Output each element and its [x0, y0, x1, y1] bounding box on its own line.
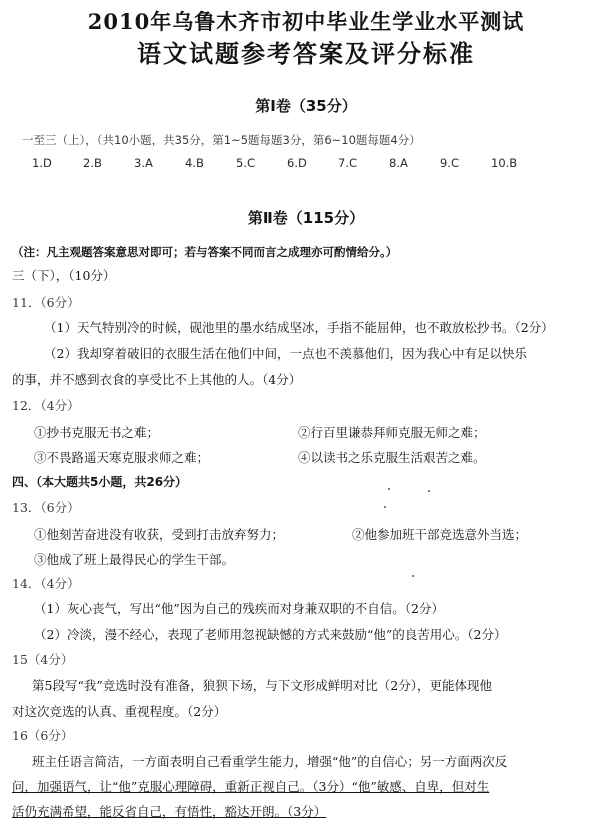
answer-item: 1.D — [32, 156, 52, 170]
q13-item-2: ②他参加班干部竞选意外当选； — [352, 527, 528, 542]
q11-answer-2-line1: （2）我却穿着破旧的衣服生活在他们中间，一点也不羡慕他们，因为我心中有足以快乐 — [44, 346, 527, 361]
answer-item: 2.B — [83, 156, 102, 170]
section3-heading: 三（下），（10分） — [12, 268, 116, 283]
grading-note: （注：凡主观题答案意思对即可；若与答案不同而言之成理亦可酌情给分。） — [12, 245, 398, 259]
q16-line-3: 活仍充满希望，能反省自己，有悟性，豁达开朗。（3分） — [12, 804, 327, 819]
q14-answer-2: （2）冷淡，漫不经心，表现了老师用忽视缺憾的方式来鼓励“他”的良苦用心。（2分） — [34, 627, 507, 642]
q13-item-3: ③他成了班上最得民心的学生干部。 — [34, 552, 235, 567]
section4-heading: 四、（本大题共5小题，共26分） — [12, 475, 188, 489]
q11-answer-2-line2: 的事，并不感到衣食的享受比不上其他的人。（4分） — [12, 372, 302, 387]
part2-heading: 第Ⅱ卷（115分） — [247, 209, 365, 227]
q13-label: 13．（6分） — [12, 500, 80, 515]
q11-label: 11．（6分） — [12, 295, 80, 310]
answer-item: 6.D — [287, 156, 307, 170]
q11-answer-1: （1）天气特别冷的时候，砚池里的墨水结成坚冰，手指不能屈伸，也不敢放松抄书。（2分） — [44, 320, 554, 335]
answer-item: 9.C — [440, 156, 460, 170]
q16-line-1: 班主任语言简洁，一方面表明自己看重学生能力，增强“他”的自信心；另一方面两次反 — [32, 754, 508, 769]
answer-item: 8.A — [389, 156, 408, 170]
scan-speck — [388, 488, 390, 490]
answer-item: 3.A — [134, 156, 153, 170]
part1-heading: 第Ⅰ卷（35分） — [255, 97, 357, 115]
q15-line-1: 第5段写“我”竞选时没有准备，狼狈下场，与下文形成鲜明对比（2分），更能体现他 — [32, 678, 492, 693]
q14-label: 14．（4分） — [12, 576, 80, 591]
q12-label: 12．（4分） — [12, 398, 80, 413]
exam-title: 2010年乌鲁木齐市初中毕业生学业水平测试 — [87, 9, 525, 34]
answer-item: 4.B — [185, 156, 204, 170]
q12-item-2: ②行百里谦恭拜师克服无师之难； — [298, 425, 486, 440]
scan-speck — [412, 575, 414, 577]
q15-label: 15（4分） — [12, 652, 74, 667]
answer-row — [32, 156, 542, 170]
q12-item-1: ①抄书克服无书之难； — [34, 425, 160, 440]
part1-section-line: 一至三（上），（共10小题，共35分，第1~5题每题3分，第6~10题每题4分） — [22, 133, 421, 147]
q15-line-2: 对这次竞选的认真、重视程度。（2分） — [12, 704, 227, 719]
scan-speck — [428, 490, 430, 492]
q12-item-4: ④以读书之乐克服生活艰苦之难。 — [298, 450, 486, 465]
q12-item-3: ③不畏路遥天寒克服求师之难； — [34, 450, 210, 465]
q14-answer-1: （1）灰心丧气，写出“他”因为自己的残疾而对身兼双职的不自信。（2分） — [34, 601, 444, 616]
q13-item-1: ①他刻苦奋进没有收获，受到打击放弃努力； — [34, 527, 285, 542]
answer-item: 7.C — [338, 156, 358, 170]
q16-line-2: 问，加强语气，让“他”克服心理障碍，重新正视自己。（3分）“他”敏感、自卑，但对生 — [12, 779, 490, 794]
document-subtitle: 语文试题参考答案及评分标准 — [137, 39, 475, 68]
scan-speck — [384, 506, 386, 508]
q16-label: 16（6分） — [12, 728, 74, 743]
answer-item: 10.B — [491, 156, 518, 170]
answer-item: 5.C — [236, 156, 256, 170]
